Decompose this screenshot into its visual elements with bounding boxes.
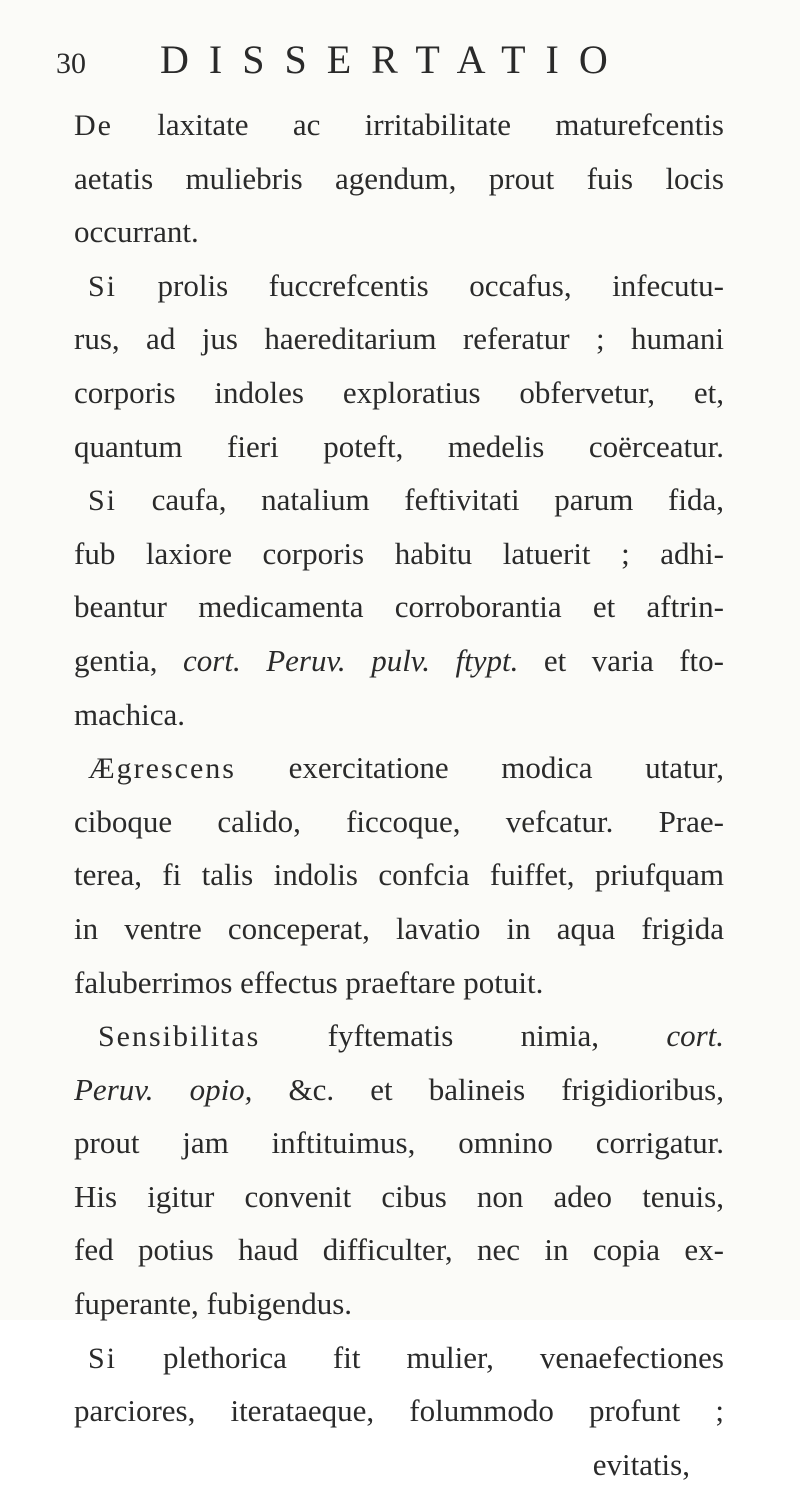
small-caps-word: Si	[88, 269, 118, 303]
italic-text: cort.	[666, 1018, 724, 1054]
italic-text: cort. Peruv. pulv. ftypt.	[183, 642, 519, 678]
text-line	[74, 741, 724, 795]
text-line: fuperante, fubigendus.	[74, 1286, 353, 1322]
text-line	[74, 1331, 724, 1385]
text-line	[74, 473, 724, 527]
text-line: beantur medicamenta corroborantia et aftrin-	[74, 589, 724, 625]
text-line: fed potius haud difficulter, nec in copia ex-	[74, 1232, 724, 1268]
line-text: caufa, natalium feftivitati parum fida,	[117, 482, 724, 518]
page-number: 30	[56, 47, 86, 80]
line-text: prolis fuccrefcentis occafus, infecutu-	[117, 267, 724, 303]
line-text: &c. et balineis frigidioribus,	[252, 1071, 724, 1107]
text-line: corporis indoles exploratius obfervetur, et,	[74, 374, 724, 410]
text-line: quantum fieri poteft, medelis coërceatur.	[74, 428, 724, 464]
text-line: parciores, iterataeque, folummodo profunt ;	[74, 1393, 724, 1429]
line-text: gentia,	[74, 642, 184, 678]
line-text: et varia fto-	[518, 642, 724, 678]
line-text: fyftematis nimia,	[260, 1018, 667, 1054]
text-line: His igitur convenit cibus non adeo tenuis,	[74, 1178, 724, 1214]
text-line	[74, 259, 724, 313]
line-text: plethorica fit mulier, venaefectiones	[117, 1339, 724, 1375]
text-line: in ventre conceperat, lavatio in aqua frigida	[74, 910, 724, 946]
running-title: DISSERTATIO	[160, 37, 628, 82]
text-line	[74, 1063, 724, 1117]
small-caps-word: De	[74, 109, 113, 142]
text-line: prout jam inftituimus, omnino corrigatur.	[74, 1125, 724, 1161]
line-text: laxitate ac irritabilitate maturefcentis	[112, 107, 724, 142]
text-line: rus, ad jus haereditarium referatur ; humani	[74, 321, 724, 357]
italic-text: Peruv. opio,	[74, 1071, 253, 1107]
text-line: machica.	[74, 696, 186, 732]
text-line: terea, fi talis indolis confcia fuiffet, priufquam	[74, 857, 724, 893]
running-head	[56, 34, 756, 84]
text-line	[74, 98, 724, 152]
text-line	[74, 1009, 724, 1063]
text-line: fub laxiore corporis habitu latuerit ; adhi-	[74, 535, 724, 571]
text-line: ciboque calido, ficcoque, vefcatur. Prae-	[74, 803, 724, 839]
text-line: aetatis muliebris agendum, prout fuis locis	[74, 160, 724, 196]
text-line	[74, 634, 724, 688]
catchword: evitatis,	[592, 1446, 690, 1482]
small-caps-word: Si	[88, 1341, 118, 1375]
body-text	[74, 98, 724, 1491]
line-text: exercitatione modica utatur,	[235, 750, 724, 786]
small-caps-word: Ægrescens	[88, 752, 236, 786]
small-caps-word: Sensibilitas	[98, 1020, 261, 1054]
small-caps-word: Si	[88, 484, 118, 518]
text-line: faluberrimos effectus praeftare potuit.	[74, 964, 544, 1000]
text-line: occurrant.	[74, 214, 199, 250]
